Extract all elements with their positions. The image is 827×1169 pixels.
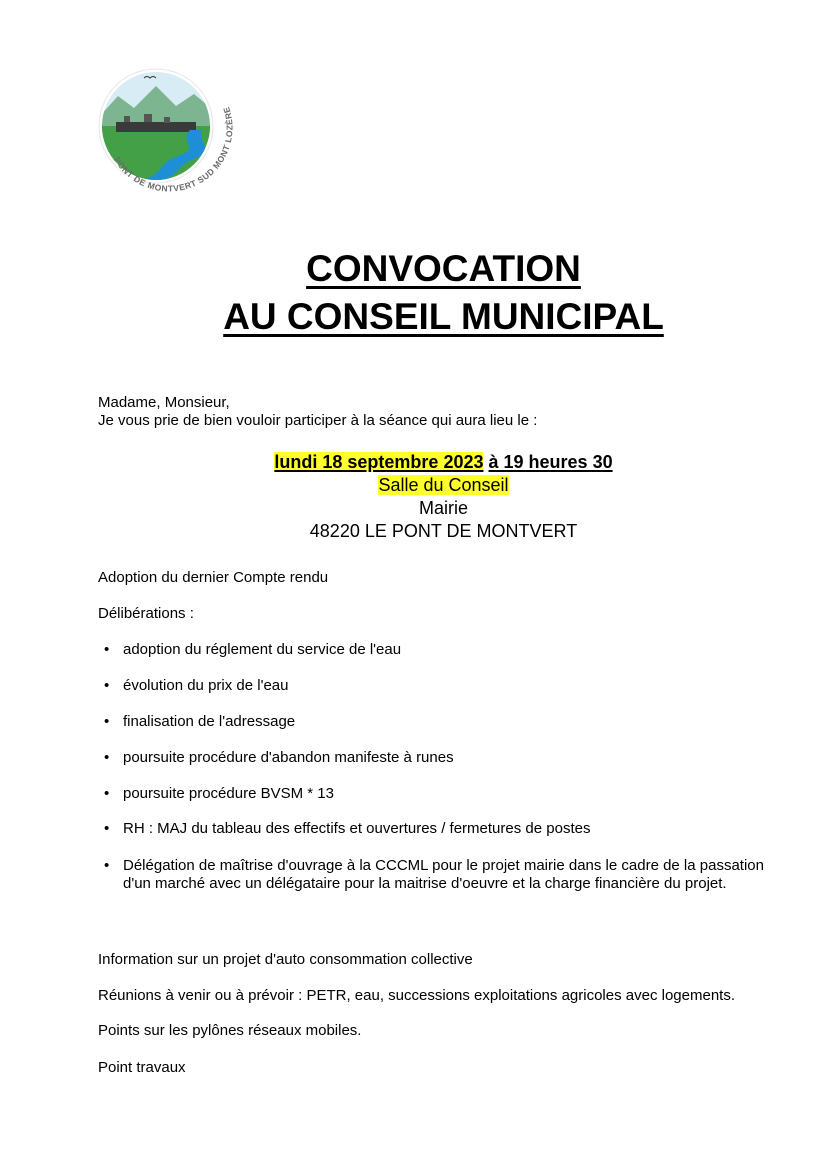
bullet-marker: •: [104, 785, 110, 802]
works-item: Point travaux: [98, 1059, 186, 1076]
bullet-marker: •: [104, 677, 110, 694]
meeting-time: à 19 heures 30: [488, 452, 613, 472]
list-item: poursuite procédure BVSM * 13: [123, 785, 334, 802]
list-item: adoption du réglement du service de l'eau: [123, 641, 402, 658]
municipality-logo: [98, 60, 244, 206]
bullet-marker: •: [104, 749, 110, 766]
agenda-intro: Adoption du dernier Compte rendu: [98, 569, 329, 586]
bullet-marker: •: [104, 641, 110, 658]
logo-text: PONT DE MONTVERT SUD MONT LOZÈRE: [112, 105, 235, 194]
greeting: Madame, Monsieur,: [98, 394, 230, 411]
bullet-marker: •: [104, 857, 110, 874]
bullet-marker: •: [104, 713, 110, 730]
intro-text: Je vous prie de bien vouloir participer à la séance qui aura lieu le :: [98, 412, 538, 429]
meeting-room: Salle du Conseil: [378, 475, 509, 495]
meeting-room-line: [0, 474, 827, 497]
list-item: poursuite procédure d'abandon manifeste à runes: [123, 749, 454, 766]
meeting-address: 48220 LE PONT DE MONTVERT: [309, 521, 578, 541]
meeting-date-time: [0, 451, 827, 474]
title-line-2: AU CONSEIL MUNICIPAL: [223, 296, 664, 337]
list-item: finalisation de l'adressage: [123, 713, 296, 730]
deliberations-heading: Délibérations :: [98, 605, 194, 622]
meetings-item: Réunions à venir ou à prévoir : PETR, eau, successions exploitations agricoles avec logements.: [98, 987, 735, 1004]
list-item: Délégation de maîtrise d'ouvrage à la CCCML pour le projet mairie dans le cadre de la passation d'un marché avec un délégataire pour la maitrise d'oeuvre et la charge financière du projet.: [123, 857, 764, 892]
list-item: RH : MAJ du tableau des effectifs et ouvertures / fermetures de postes: [123, 820, 591, 837]
pylons-item: Points sur les pylônes réseaux mobiles.: [98, 1022, 362, 1039]
info-item: Information sur un projet d'auto consommation collective: [98, 951, 473, 968]
meeting-building: Mairie: [418, 498, 468, 518]
bullet-marker: •: [104, 820, 110, 837]
title-line-1: CONVOCATION: [306, 248, 581, 289]
list-item: évolution du prix de l'eau: [123, 677, 289, 694]
meeting-date: lundi 18 septembre 2023: [274, 452, 484, 472]
